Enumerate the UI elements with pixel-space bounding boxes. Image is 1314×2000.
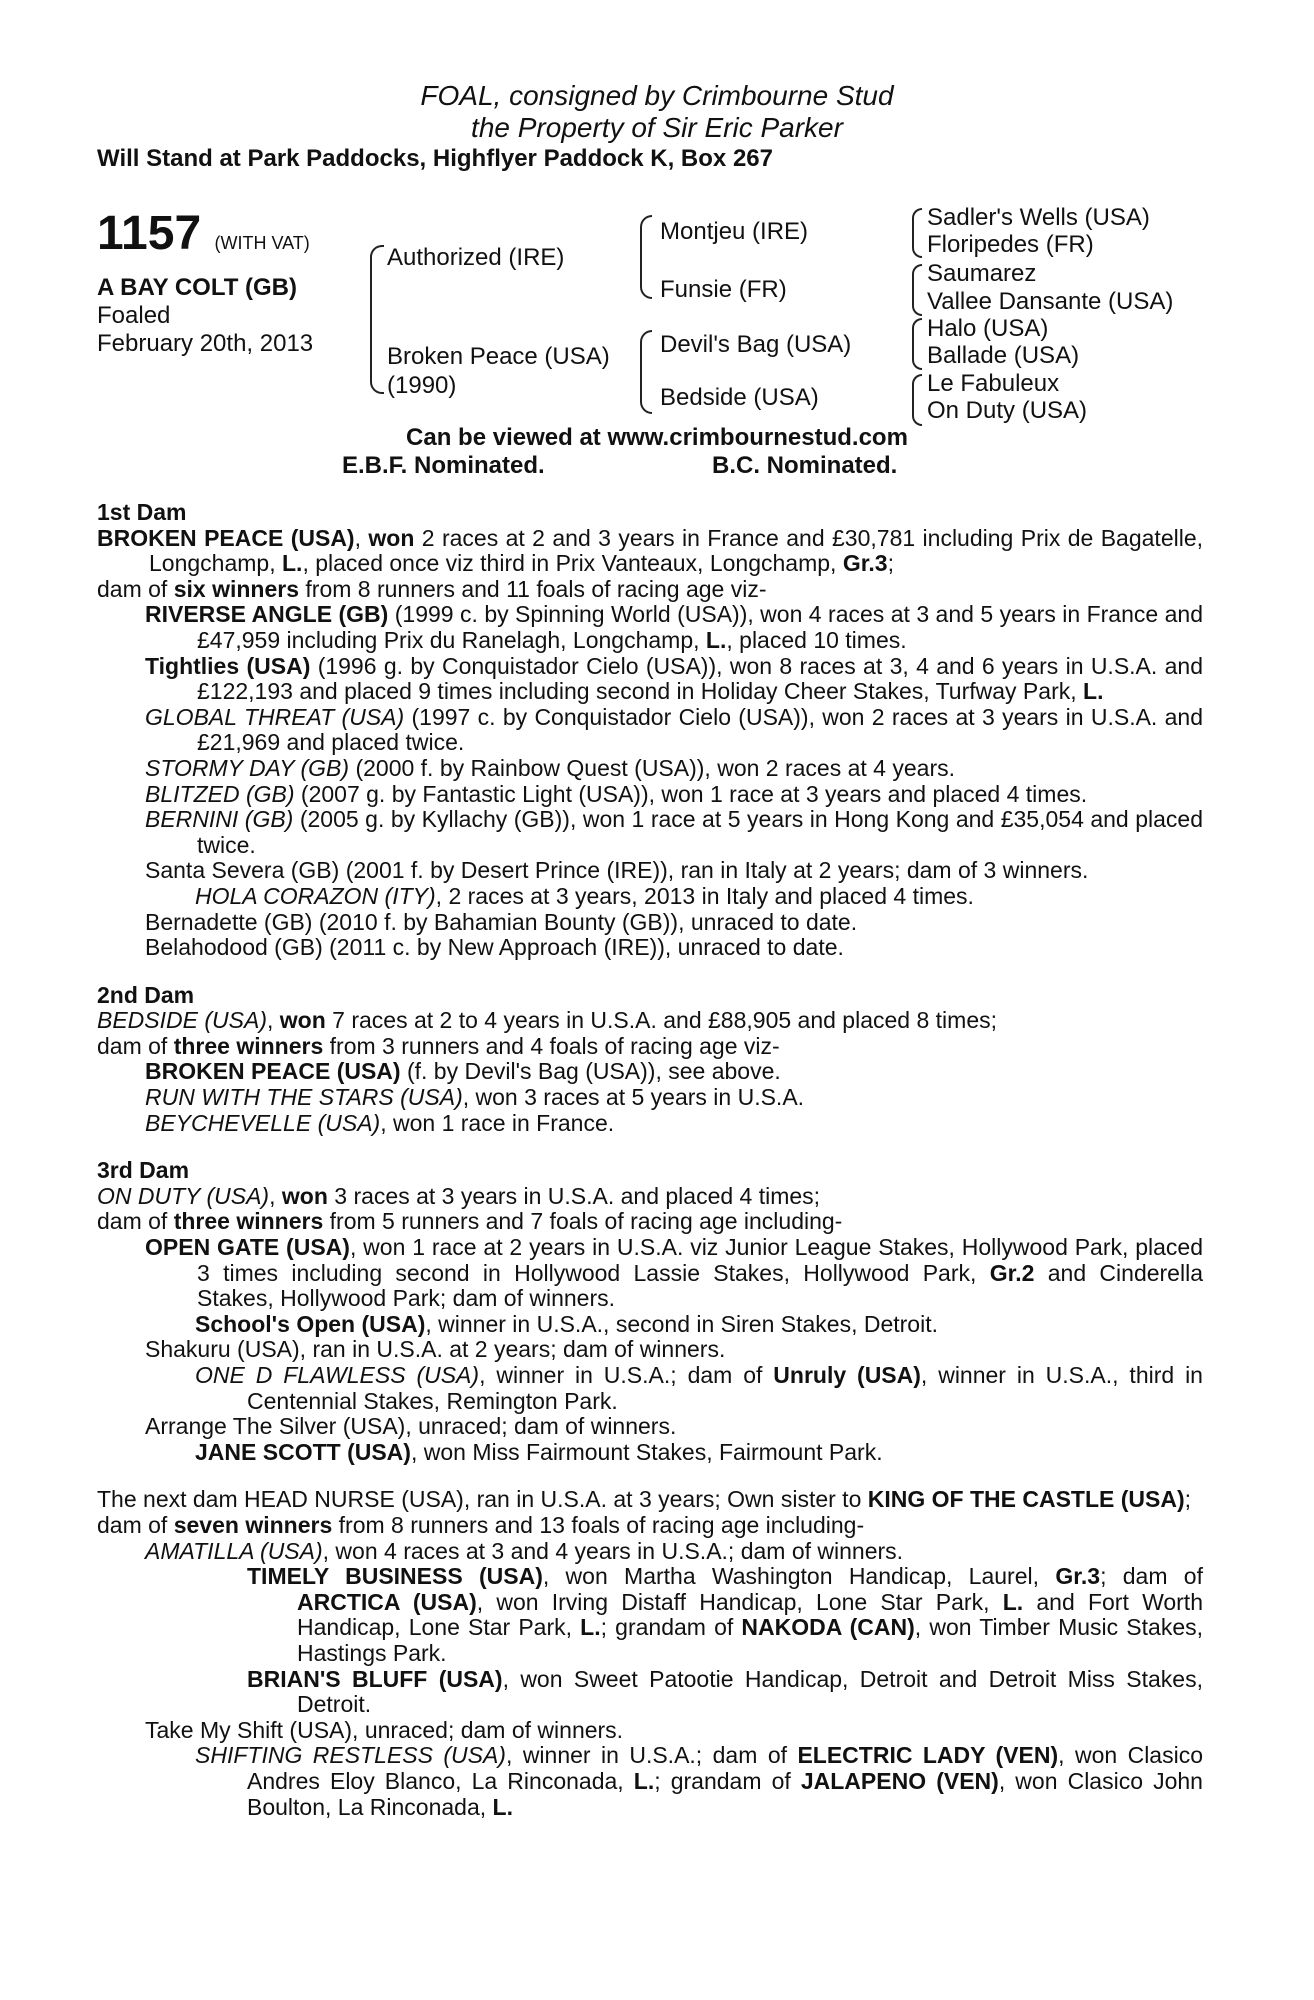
progeny-entry: BRIAN'S BLUFF (USA), won Sweet Patootie Handicap, Detroit and Detroit Miss Stakes, Detroit.: [247, 1665, 1203, 1718]
progeny-entry: BROKEN PEACE (USA) (f. by Devil's Bag (USA)), see above.: [145, 1058, 781, 1085]
progeny-entry: AMATILLA (USA), won 4 races at 3 and 4 years in U.S.A.; dam of winners.: [145, 1537, 904, 1564]
viewing-website: Can be viewed at www.crimbournestud.com: [406, 424, 908, 451]
pedigree-brace: [640, 215, 652, 299]
progeny-entry: BEYCHEVELLE (USA), won 1 race in France.: [145, 1109, 615, 1136]
progeny-entry: Bernadette (GB) (2010 f. by Bahamian Bounty (GB)), unraced to date.: [145, 908, 858, 935]
bc-nominated: B.C. Nominated.: [712, 452, 898, 479]
progeny-entry: BERNINI (GB) (2005 g. by Kyllachy (GB)), won 1 race at 5 years in Hong Kong and £35,054 and placed twice.: [145, 806, 1203, 858]
dam-entry: BEDSIDE (USA), won 7 races at 2 to 4 years in U.S.A. and £88,905 and placed 8 times;: [97, 1007, 997, 1034]
lot-description: A BAY COLT (GB): [97, 274, 298, 301]
ebf-nominated: E.B.F. Nominated.: [342, 452, 545, 479]
property-line: the Property of Sir Eric Parker: [471, 112, 843, 143]
pedigree-g5: Halo (USA): [927, 315, 1049, 342]
pedigree-g8: On Duty (USA): [927, 397, 1088, 424]
pedigree-dam: Broken Peace (USA): [387, 343, 610, 370]
progeny-entry: GLOBAL THREAT (USA) (1997 c. by Conquistador Cielo (USA)), won 2 races at 3 years in U.S.A. and £21,969 and placed twice.: [145, 703, 1204, 756]
pedigree-g1: Sadler's Wells (USA): [927, 204, 1150, 231]
stand-location: Will Stand at Park Paddocks, Highflyer Paddock K, Box 267: [97, 145, 773, 172]
progeny-entry: Belahodood (GB) (2011 c. by New Approach (IRE)), unraced to date.: [145, 934, 844, 961]
pedigree-g2: Floripedes (FR): [927, 231, 1094, 258]
dam-entry: BROKEN PEACE (USA), won 2 races at 2 and 3 years in France and £30,781 including Prix de Bagatelle, Longchamp, L., placed once viz third in Prix Vanteaux, Longchamp, Gr.3;: [97, 524, 1204, 577]
dam-history: [97, 500, 1203, 1820]
progeny-entry: Arrange The Silver (USA), unraced; dam of winners.: [145, 1413, 677, 1440]
third-dam-heading: 3rd Dam: [97, 1157, 190, 1184]
progeny-entry: Take My Shift (USA), unraced; dam of winners.: [145, 1716, 624, 1743]
progeny-entry: RIVERSE ANGLE (GB) (1999 c. by Spinning World (USA)), won 4 races at 3 and 5 years in France and £47,959 including Prix du Ranelagh, Longchamp, L., placed 10 times.: [145, 601, 1203, 653]
progeny-entry: Tightlies (USA) (1996 g. by Conquistador Cielo (USA)), won 8 races at 3, 4 and 6 years in U.S.A. and £122,193 and placed 9 times including second in Holiday Cheer Stakes, Turfway Park, L.: [145, 652, 1203, 705]
first-dam-heading: 1st Dam: [97, 499, 187, 525]
progeny-entry: HOLA CORAZON (ITY), 2 races at 3 years, 2013 in Italy and placed 4 times.: [195, 882, 974, 909]
lot-number: 1157 (WITH VAT): [97, 207, 310, 260]
progeny-entry: STORMY DAY (GB) (2000 f. by Rainbow Quest (USA)), won 2 races at 4 years.: [145, 754, 955, 781]
pedigree-dam-year: (1990): [387, 372, 457, 399]
progeny-entry: SHIFTING RESTLESS (USA), winner in U.S.A.; dam of ELECTRIC LADY (VEN), won Clasico Andres Eloy Blanco, La Rinconada, L.; grandam of JALAPENO (VEN), won Clasico John Boulton, La Rinconada, L.: [195, 1742, 1203, 1820]
progeny-entry: JANE SCOTT (USA), won Miss Fairmount Stakes, Fairmount Park.: [195, 1438, 883, 1465]
consignor-line: FOAL, consigned by Crimbourne Stud: [420, 80, 894, 111]
foaled-label: Foaled: [97, 302, 171, 329]
progeny-entry: TIMELY BUSINESS (USA), won Martha Washington Handicap, Laurel, Gr.3; dam of ARCTICA (USA), won Irving Distaff Handicap, Lone Star Park, L. and Fort Worth Handicap, Lone Star Park, L.; grandam of NAKODA (CAN), won Timber Music Stakes, Hastings Park.: [247, 1563, 1204, 1666]
pedigree-g7: Le Fabuleux: [927, 370, 1060, 397]
second-dam-heading: 2nd Dam: [97, 981, 195, 1008]
progeny-entry: RUN WITH THE STARS (USA), won 3 races at 5 years in U.S.A.: [145, 1084, 805, 1111]
progeny-entry: Shakuru (USA), ran in U.S.A. at 2 years; dam of winners.: [145, 1336, 726, 1363]
pedigree-dam-dam: Bedside (USA): [660, 384, 819, 411]
dam-entry: dam of seven winners from 8 runners and 13 foals of racing age including-: [97, 1511, 865, 1538]
pedigree-brace: [640, 330, 652, 414]
progeny-entry: ONE D FLAWLESS (USA), winner in U.S.A.; dam of Unruly (USA), winner in U.S.A., third in Centennial Stakes, Remington Park.: [195, 1362, 1203, 1414]
dam-entry: dam of three winners from 5 runners and 7 foals of racing age including-: [97, 1208, 843, 1235]
pedigree-brace: [912, 264, 922, 316]
dam-entry: dam of six winners from 8 runners and 11 foals of racing age viz-: [97, 575, 767, 602]
dam-entry: dam of three winners from 3 runners and 4 foals of racing age viz-: [97, 1032, 780, 1059]
pedigree-g6: Ballade (USA): [927, 342, 1080, 369]
vat-label: (WITH VAT): [214, 233, 310, 253]
foaled-date: February 20th, 2013: [97, 330, 314, 357]
pedigree-dam-sire: Devil's Bag (USA): [660, 331, 852, 358]
progeny-entry: Santa Severa (GB) (2001 f. by Desert Prince (IRE)), ran in Italy at 2 years; dam of 3 winners.: [145, 857, 1089, 884]
pedigree-sire-dam: Funsie (FR): [660, 276, 787, 303]
pedigree-brace: [912, 318, 922, 370]
pedigree-sire: Authorized (IRE): [387, 244, 565, 271]
pedigree-g3: Saumarez: [927, 260, 1037, 287]
dam-entry: ON DUTY (USA), won 3 races at 3 years in U.S.A. and placed 4 times;: [97, 1182, 821, 1209]
progeny-entry: OPEN GATE (USA), won 1 race at 2 years in U.S.A. viz Junior League Stakes, Hollywood Park, placed 3 times including second in Hollywood Lassie Stakes, Hollywood Park, Gr.2 and Cinderella Stakes, Hollywood Park; dam of winners.: [145, 1234, 1203, 1312]
progeny-entry: BLITZED (GB) (2007 g. by Fantastic Light (USA)), won 1 race at 3 years and placed 4 times.: [145, 780, 1088, 807]
progeny-entry: School's Open (USA), winner in U.S.A., second in Siren Stakes, Detroit.: [195, 1310, 938, 1337]
pedigree-brace: [912, 374, 922, 426]
pedigree-g4: Vallee Dansante (USA): [927, 288, 1174, 315]
pedigree-brace: [912, 208, 922, 258]
pedigree-brace: [370, 245, 384, 394]
next-dam-entry: The next dam HEAD NURSE (USA), ran in U.S.A. at 3 years; Own sister to KING OF THE CASTLE (USA);: [97, 1486, 1192, 1513]
pedigree-sire-sire: Montjeu (IRE): [660, 218, 809, 245]
